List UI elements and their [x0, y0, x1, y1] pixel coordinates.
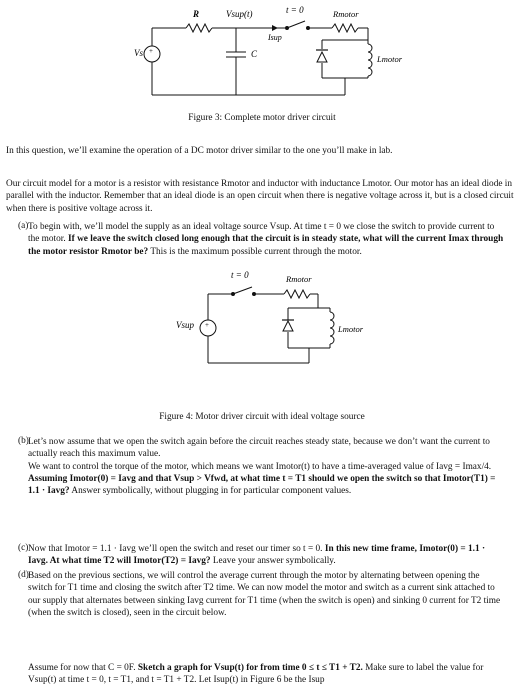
label-t0-fig4: t = 0 — [231, 270, 249, 280]
diode-icon — [282, 320, 294, 331]
part-a-text: To begin with, we’ll model the supply as an ideal voltage source Vsup. At time t = 0 we close the switch to provide current to the motor. If we leave the switch closed long enough that the circuit is in steady state, what will the current Imax through the motor resistor Rmotor be? This is the maximum possible current through the motor. — [28, 222, 504, 257]
label-vs: Vs — [134, 48, 143, 58]
label-rmotor: Rmotor — [333, 9, 359, 19]
label-t0: t = 0 — [286, 5, 304, 15]
part-b-text: Let’s now assume that we open the switch again before the circuit reaches steady state, because we don’t want the current to actually reach this maximum value. We want to control the torque of the motor, which means we want Imotor(t) to have a time-averaged value of Iavg = Imax/4. Assuming Imotor(0) = Iavg and that Vsup > Vfwd, at what time t = T1 should we open the switch so that Imotor(T1) = 1.1 · Iavg? Answer symbolically, without plugging in for particular component values. — [28, 437, 496, 497]
diode-icon — [316, 50, 328, 62]
label-vsup-t: Vsup(t) — [226, 9, 253, 19]
figure-4-circuit — [0, 268, 524, 398]
model-paragraph: Our circuit model for a motor is a resistor with resistance Rmotor and inductor with inductance Lmotor. Our motor has an ideal diode in parallel with the inductor. Remember that an ideal diode is an open circuit when there is negative voltage across it, but is a closed circuit when there is positive voltage across it. — [6, 179, 514, 214]
resistor-rmotor — [332, 24, 358, 32]
label-r: R — [193, 9, 200, 19]
part-c-label: (c) — [18, 543, 29, 553]
part-a-label: (a) — [18, 221, 29, 231]
inductor-lmotor — [368, 44, 372, 76]
intro-paragraph: In this question, we’ll examine the operation of a DC motor driver similar to the one you’ll make in lab. — [6, 146, 393, 156]
figure-3-circuit — [0, 0, 524, 118]
label-lmotor: Lmotor — [377, 54, 403, 64]
part-b-label: (b) — [18, 436, 29, 446]
part-d-sketch-text: Assume for now that C = 0F. Sketch a graph for Vsup(t) for from time 0 ≤ t ≤ T1 + T2. Make sure to label the value for Vsup(t) at time t = 0, t = T1, and t = T1 + T2. Let Isup(t) in Figure 6 be the Isup — [28, 663, 484, 686]
label-rmotor-fig4: Rmotor — [286, 274, 312, 284]
label-c: C — [251, 49, 258, 59]
label-isup: Isup — [268, 33, 282, 42]
figure-4-caption: Figure 4: Motor driver circuit with ideal voltage source — [159, 412, 365, 422]
resistor-rmotor-fig4 — [284, 290, 310, 298]
inductor-lmotor-fig4 — [330, 312, 334, 344]
part-d-label: (d) — [18, 570, 29, 580]
figure-3-caption: Figure 3: Complete motor driver circuit — [188, 113, 336, 123]
part-d-text: Based on the previous sections, we will control the average current through the motor by alternating between opening the switch for T1 time and closing the switch after T2 time. We can now model the motor and switch as a current sink attached to our supply that alternates between sinking Iavg current for T1 time (when the switch is open) and sinking 0 current for T2 time (when the switch is closed), seen in the circuit below. — [28, 571, 501, 618]
part-c-text: Now that Imotor = 1.1 · Iavg we’ll open the switch and reset our timer so t = 0. In this new time frame, Imotor(0) = 1.1 · Iavg. At what time T2 will Imotor(T2) = Iavg? Leave your answer symbolically. — [28, 544, 486, 567]
svg-text:+: + — [149, 47, 153, 55]
label-vsup-fig4: Vsup — [176, 320, 194, 330]
label-lmotor-fig4: Lmotor — [338, 324, 364, 334]
resistor-r — [186, 24, 212, 32]
svg-text:+: + — [205, 321, 209, 329]
